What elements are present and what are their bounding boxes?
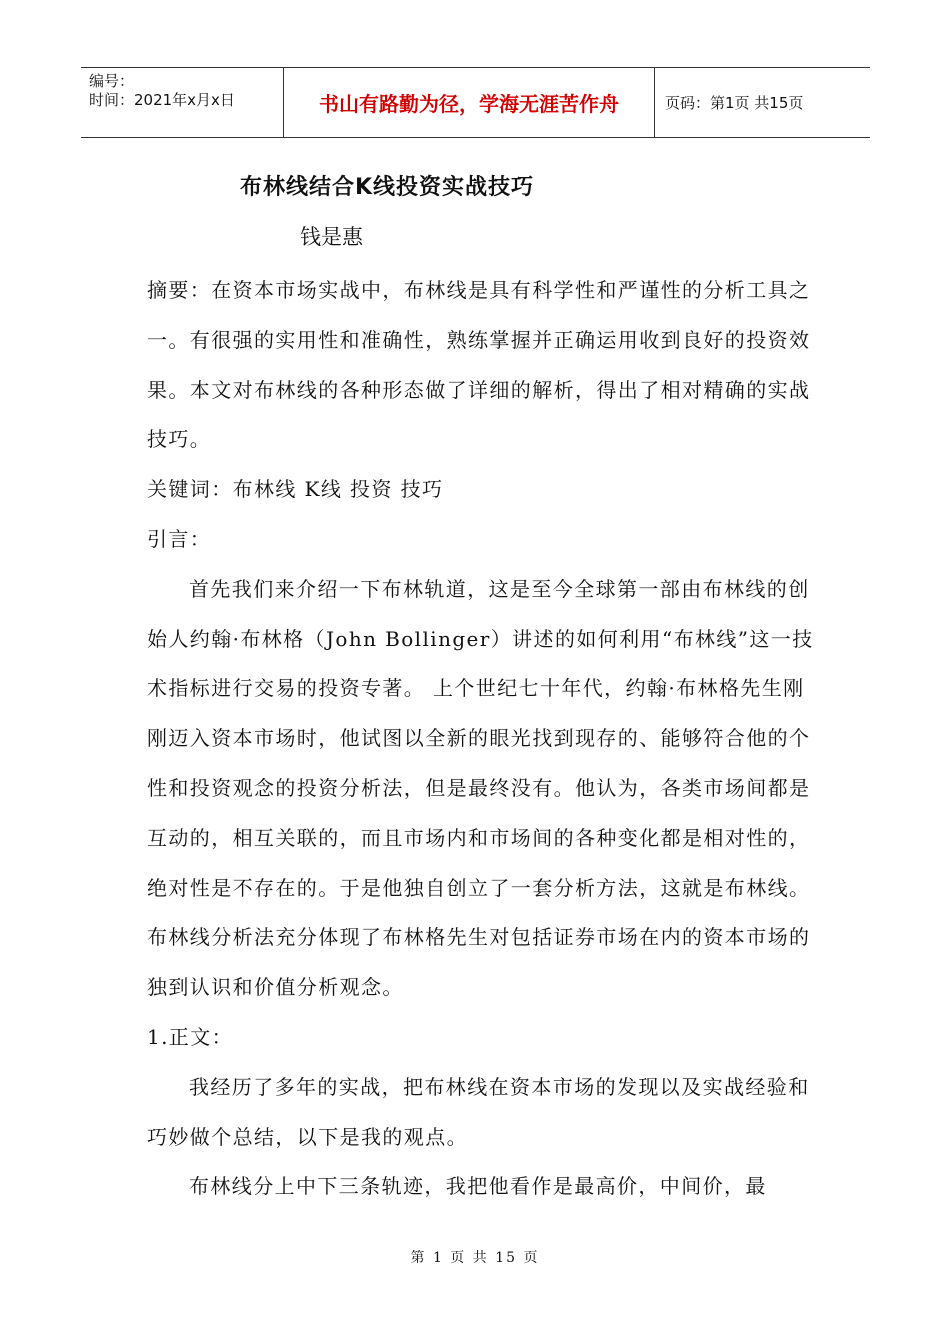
header-page-info: 页码：第1页 共15页 [665, 94, 804, 112]
keywords-line: 关键词：布林线 K线 投资 技巧 [147, 477, 444, 502]
page-footer: 第 1 页 共 15 页 [410, 1250, 540, 1266]
body-paragraph-2: 布林线分上中下三条轨迹，我把他看作是最高价，中间价，最 [189, 1174, 767, 1199]
header-left-cell [81, 68, 283, 137]
number-label: 编号： [89, 72, 135, 90]
intro-paragraph: 首先我们来介绍一下布林轨道，这是至今全球第一部由布林线的创始人约翰·布林格（John Bollinger）讲述的如何利用“布林线”这一技术指标进行交易的投资专著。 上个世纪七十年代，约翰·布林格先生刚刚迈入资本市场时，他试图以全新的眼光找到现存的、能够符合他的个性和投资观念的投资分析法，但是最终没有。他认为，各类市场间都是互动的，相互关联的，而且市场内和市场间的各种变化都是相对性的，绝对性是不存在的。于是他独自创立了一套分析方法，这就是布林线。布林线分析法充分体现了布林格先生对包括证券市场在内的资本市场的独到认识和价值分析观念。 [147, 576, 814, 1000]
date-label: 时间：2021年x月x日 [89, 91, 235, 109]
abstract-paragraph: 摘要：在资本市场实战中，布林线是具有科学性和严谨性的分析工具之一。有很强的实用性和准确性，熟练掌握并正确运用收到良好的投资效果。本文对布林线的各种形态做了详细的解析，得出了相对精确的实战技巧。 [147, 278, 811, 452]
section-heading: 1.正文： [147, 1024, 234, 1049]
author-name: 钱是惠 [300, 225, 363, 249]
document-title: 布林线结合K线投资实战技巧 [240, 175, 535, 200]
header-table [81, 67, 870, 138]
header-motto: 书山有路勤为径，学海无涯苦作舟 [283, 68, 655, 137]
intro-heading: 引言： [147, 526, 212, 551]
document-body [147, 266, 822, 1212]
body-paragraph-1: 我经历了多年的实战，把布林线在资本市场的发现以及实战经验和巧妙做个总结，以下是我的观点。 [147, 1074, 810, 1149]
